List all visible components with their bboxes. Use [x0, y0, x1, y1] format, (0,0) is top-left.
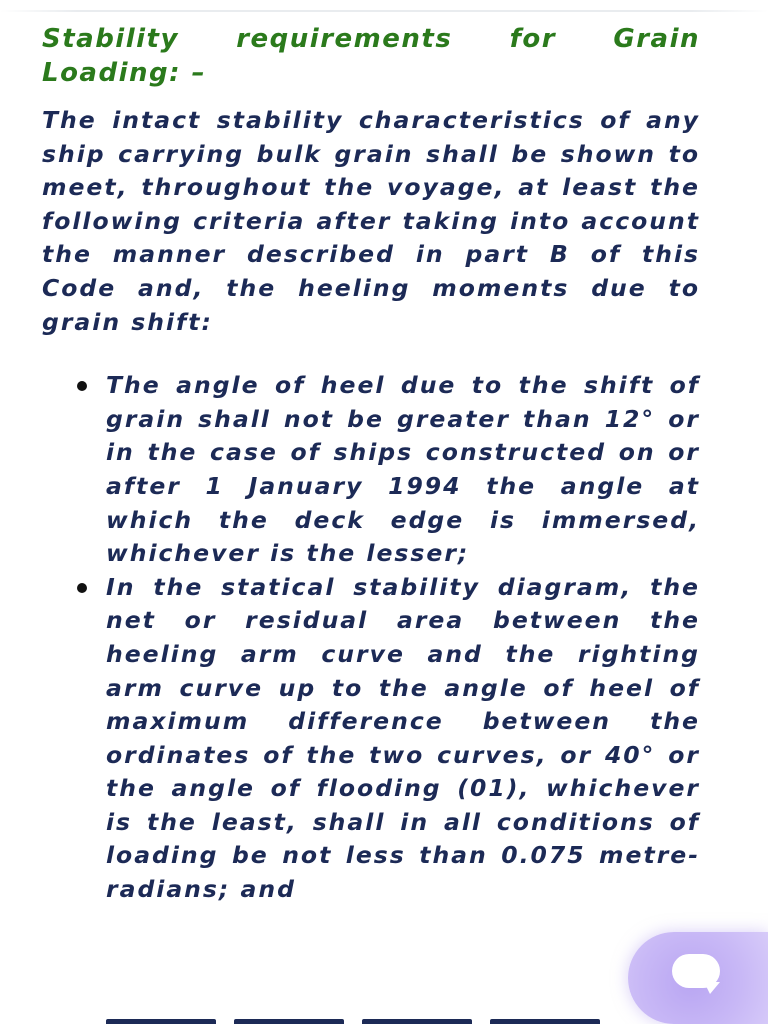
- chat-button[interactable]: [628, 932, 768, 1024]
- list-item-text: In the statical stability diagram, the net or residual area between the heeling arm curve and the righting arm curve up to the angle of heel of maximum difference between the ordinates of the two curves, or 40° or the angle of flooding (01), whichever is the least, shall in all conditions of loading be not less than 0.075 metre-radians; and: [106, 572, 700, 904]
- criteria-list: [42, 369, 700, 907]
- intro-paragraph: The intact stability characteristics of any ship carrying bulk grain shall be shown to meet, throughout the voyage, at least the following criteria after taking into account the manner described in part B of this Code and, the heeling moments due to grain shift:: [42, 106, 700, 336]
- section-heading: Stability requirements for Grain Loading: –: [42, 24, 700, 88]
- truncated-next-line: [106, 1014, 646, 1024]
- chat-bubble-tail: [704, 982, 720, 994]
- bullet-icon: [77, 583, 87, 593]
- bullet-icon: [77, 381, 87, 391]
- list-item: [42, 369, 700, 571]
- list-item-text: The angle of heel due to the shift of grain shall not be greater than 12° or in the case of ships constructed on or after 1 January 1994 the angle at which the deck edge is immersed, whichever is the lesser;: [106, 371, 700, 568]
- top-divider: [0, 10, 768, 12]
- article-content: [42, 22, 700, 907]
- list-item: [42, 571, 700, 907]
